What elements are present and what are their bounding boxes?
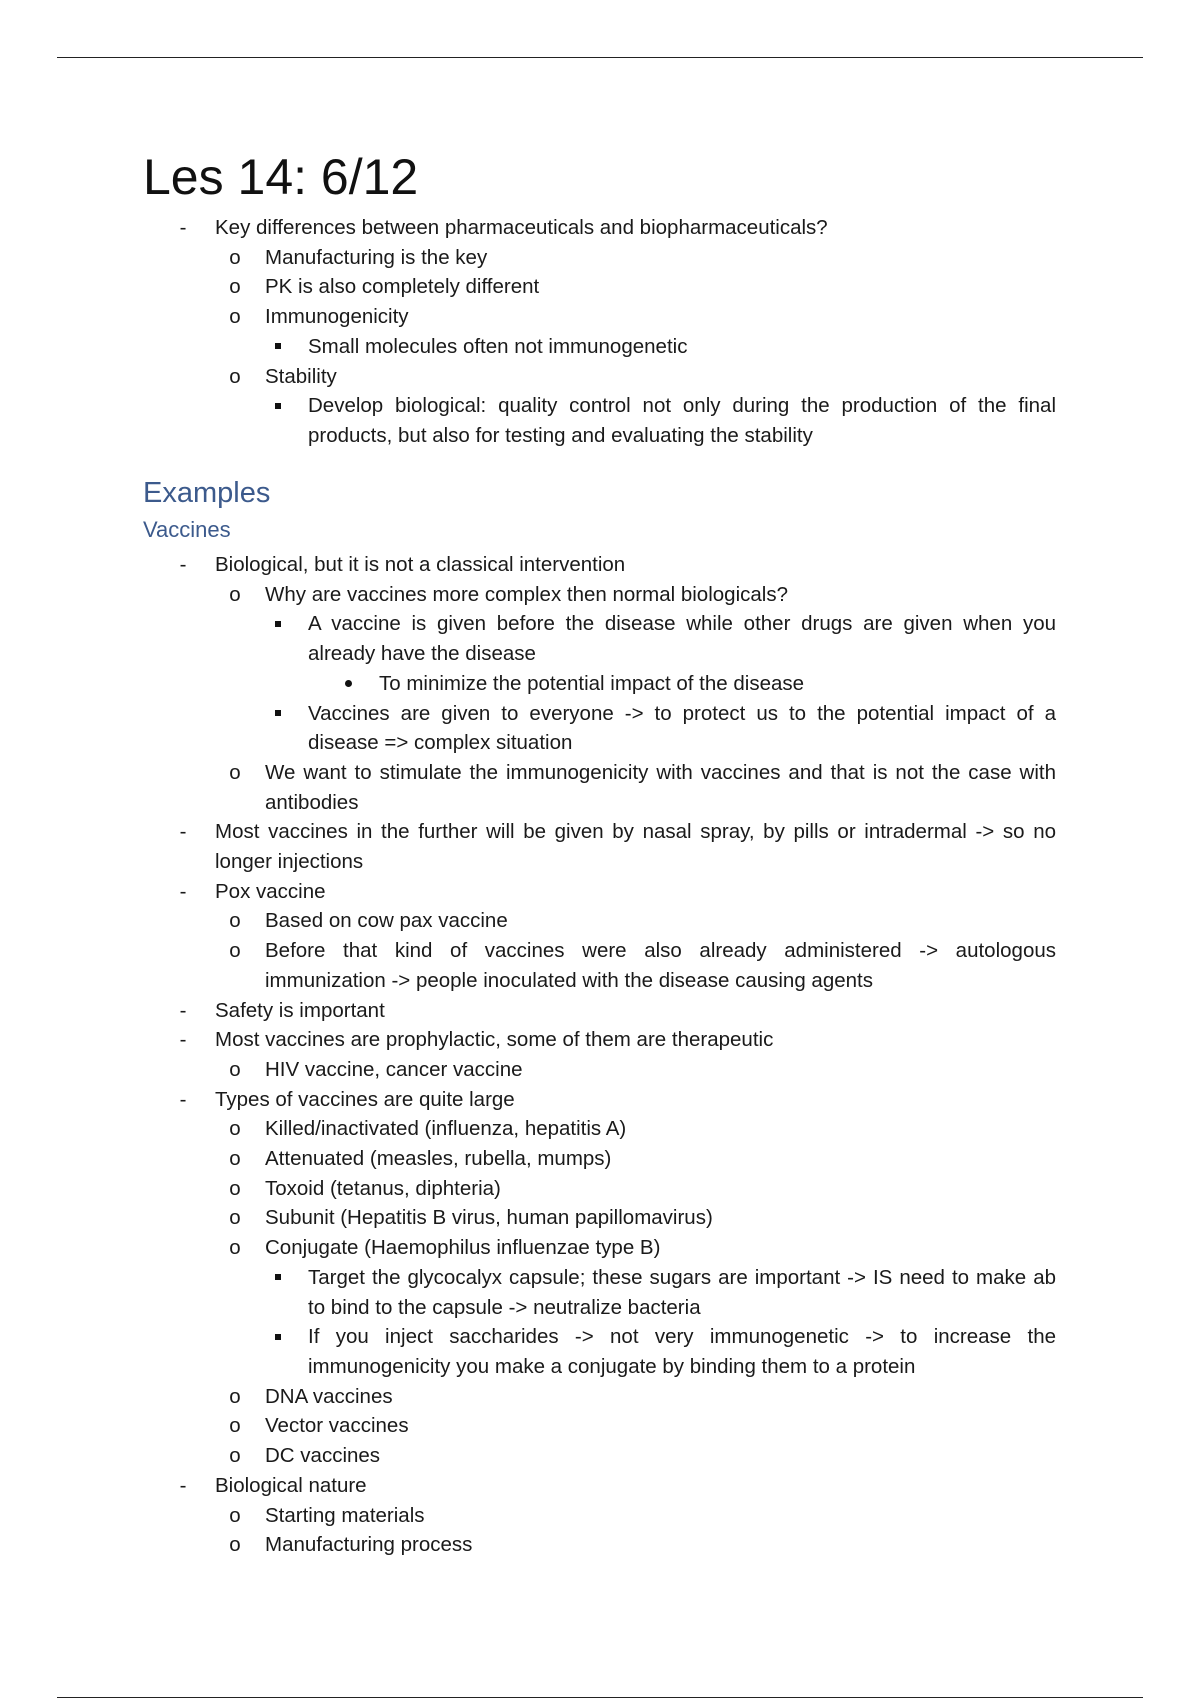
intro-list: [0, 213, 1200, 451]
list-item-text: Based on cow pax vaccine: [265, 909, 508, 933]
top-rule: [57, 57, 1143, 58]
list-item-text: Before that kind of vaccines were also already administered -> autologous immunization -> people inoculated with the disease causing agents: [265, 939, 1056, 992]
bullet-marker: [268, 391, 288, 421]
bullet-marker: [173, 877, 193, 907]
list-item: [0, 1144, 1200, 1174]
list-item: [0, 906, 1200, 936]
list-item-text: DC vaccines: [265, 1444, 381, 1468]
bullet-marker: [225, 302, 245, 332]
list-item: [0, 1233, 1200, 1263]
list-item-text: We want to stimulate the immunogenicity with vaccines and that is not the case with antibodies: [265, 760, 1056, 814]
list-item-text: Biological, but it is not a classical intervention: [215, 553, 626, 576]
list-item-text: Key differences between pharmaceuticals and biopharmaceuticals?: [215, 216, 828, 239]
list-item: [0, 758, 1200, 817]
bullet-marker: [268, 1263, 288, 1293]
list-item: [0, 1471, 1200, 1501]
vaccine-list: [0, 550, 1200, 1560]
list-item: [0, 1174, 1200, 1204]
list-item-text: A vaccine is given before the disease while other drugs are given when you already have the disease: [308, 612, 1056, 666]
list-item: [0, 1085, 1200, 1115]
list-item-text: Killed/inactivated (influenza, hepatitis A): [265, 1117, 627, 1141]
bullet-marker: [173, 550, 193, 580]
list-item-text: If you inject saccharides -> not very immunogenetic -> to increase the immunogenicity you make a conjugate by binding them to a protein: [308, 1325, 1056, 1378]
list-item-text: Why are vaccines more complex then normal biologicals?: [265, 582, 788, 606]
list-item-text: Develop biological: quality control not only during the production of the final products, but also for testing and evaluating the stability: [308, 394, 1056, 447]
list-item: [0, 817, 1200, 876]
bullet-marker: [225, 1382, 245, 1412]
list-item: [0, 877, 1200, 907]
bullet-marker: [268, 609, 288, 639]
list-item-text: Small molecules often not immunogenetic: [308, 334, 688, 358]
list-item: [0, 1441, 1200, 1471]
list-item-text: Attenuated (measles, rubella, mumps): [265, 1147, 612, 1171]
list-item-text: Pox vaccine: [215, 879, 326, 903]
bullet-marker: [225, 1530, 245, 1560]
list-item: [0, 1322, 1200, 1381]
section-heading: Examples: [143, 477, 271, 509]
bullet-marker: [225, 580, 245, 610]
list-item-text: Starting materials: [265, 1503, 425, 1527]
list-item: [0, 1530, 1200, 1560]
list-item: [0, 1263, 1200, 1322]
bullet-marker: [338, 669, 358, 699]
list-item-text: Stability: [265, 364, 337, 388]
list-item-text: Manufacturing process: [265, 1533, 473, 1557]
bullet-marker: [225, 1501, 245, 1531]
bullet-marker: [268, 1322, 288, 1352]
list-item: [0, 1055, 1200, 1085]
list-item-text: Target the glycocalyx capsule; these sugars are important -> IS need to make ab to bind to the capsule -> neutralize bacteria: [308, 1265, 1056, 1319]
list-item: [0, 550, 1200, 580]
bullet-marker: [225, 362, 245, 392]
list-item: [0, 272, 1200, 302]
bullet-marker: [225, 1114, 245, 1144]
list-item-text: Types of vaccines are quite large: [215, 1087, 515, 1111]
bullet-marker: [225, 1144, 245, 1174]
list-item: [0, 1114, 1200, 1144]
list-item: [0, 936, 1200, 995]
list-item: [0, 699, 1200, 758]
section-subheading: Vaccines: [143, 517, 231, 542]
bullet-marker: [225, 243, 245, 273]
list-item-text: Subunit (Hepatitis B virus, human papillomavirus): [265, 1206, 713, 1230]
list-item: [0, 996, 1200, 1026]
list-item-text: DNA vaccines: [265, 1384, 393, 1408]
list-item: [0, 1025, 1200, 1055]
bullet-marker: [173, 817, 193, 847]
list-item-text: HIV vaccine, cancer vaccine: [265, 1057, 523, 1081]
list-item-text: Vaccines are given to everyone -> to protect us to the potential impact of a disease => complex situation: [308, 701, 1056, 755]
list-item-text: Biological nature: [215, 1473, 367, 1497]
list-item: [0, 580, 1200, 610]
bullet-marker: [225, 1203, 245, 1233]
list-item-text: Toxoid (tetanus, diphteria): [265, 1176, 501, 1200]
list-item: [0, 362, 1200, 392]
bullet-marker: [173, 1085, 193, 1115]
bullet-marker: [225, 1411, 245, 1441]
bottom-rule: [57, 1697, 1143, 1698]
list-item-text: Vector vaccines: [265, 1414, 409, 1438]
list-item-text: Manufacturing is the key: [265, 245, 488, 269]
bullet-marker: [173, 1471, 193, 1501]
bullet-marker: [225, 936, 245, 966]
bullet-marker: [225, 1055, 245, 1085]
bullet-marker: [225, 1174, 245, 1204]
bullet-marker: [225, 272, 245, 302]
list-item: [0, 609, 1200, 668]
bullet-marker: [225, 758, 245, 788]
bullet-marker: [225, 1233, 245, 1263]
bullet-marker: [268, 332, 288, 362]
list-item: [0, 243, 1200, 273]
list-item: [0, 1203, 1200, 1233]
list-item-text: Most vaccines in the further will be given by nasal spray, by pills or intradermal -> so no longer injections: [215, 820, 1056, 874]
list-item-text: Most vaccines are prophylactic, some of them are therapeutic: [215, 1028, 774, 1052]
list-item: [0, 332, 1200, 362]
list-item-text: Immunogenicity: [265, 305, 409, 329]
bullet-marker: [268, 699, 288, 729]
list-item: [0, 302, 1200, 332]
bullet-marker: [173, 213, 193, 243]
list-item-text: PK is also completely different: [265, 275, 540, 299]
list-item-text: To minimize the potential impact of the disease: [379, 671, 805, 695]
list-item: [0, 1501, 1200, 1531]
list-item-text: Conjugate (Haemophilus influenzae type B): [265, 1236, 661, 1260]
bullet-marker: [225, 1441, 245, 1471]
list-item-text: Safety is important: [215, 998, 385, 1022]
list-item: [0, 1411, 1200, 1441]
list-item: [0, 391, 1200, 450]
bullet-marker: [225, 906, 245, 936]
list-item: [0, 669, 1200, 699]
page-title: Les 14: 6/12: [143, 149, 419, 205]
bullet-marker: [173, 1025, 193, 1055]
list-item: [0, 1382, 1200, 1412]
list-item: [0, 213, 1200, 243]
bullet-marker: [173, 996, 193, 1026]
